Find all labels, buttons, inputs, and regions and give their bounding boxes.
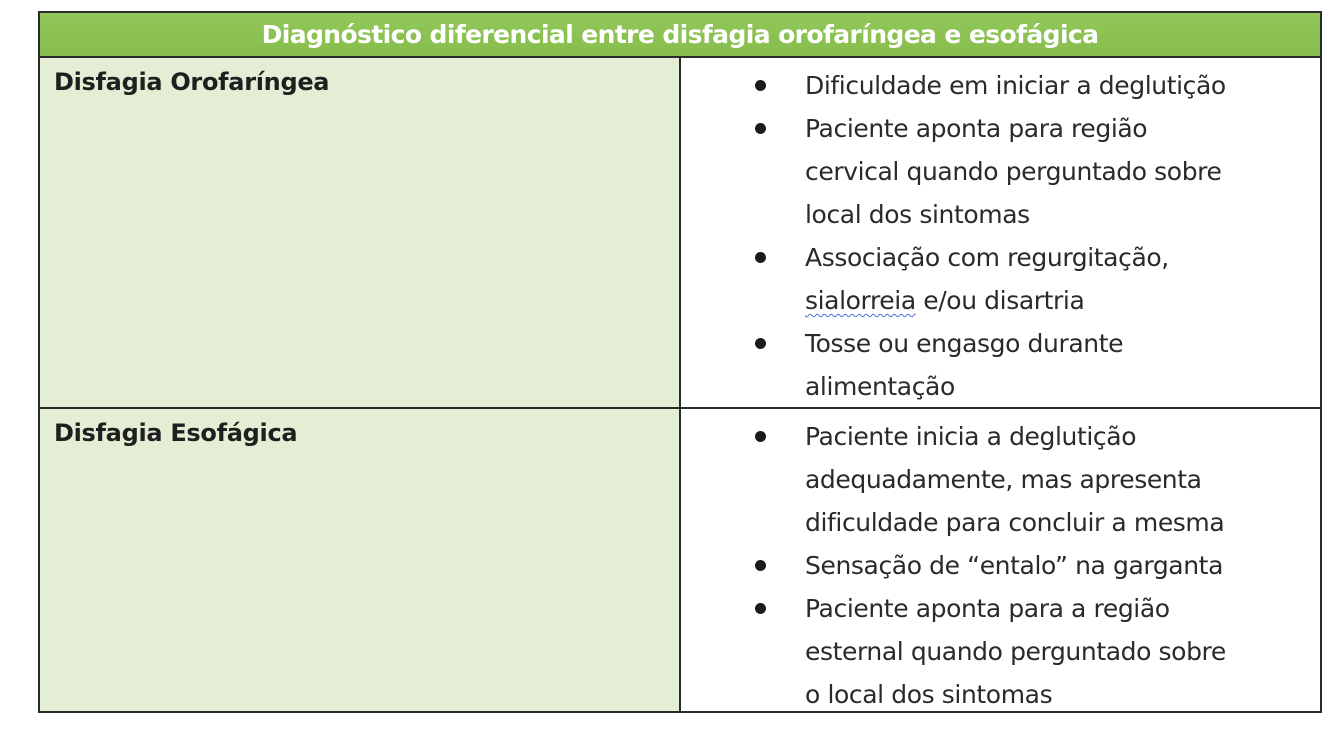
bullet-text-line: local dos sintomas [805, 200, 1030, 229]
bullet-text-line: Paciente aponta para a região [805, 594, 1170, 623]
row-label: Disfagia Esofágica [54, 419, 298, 447]
bullet-list [681, 64, 1320, 408]
table-row-oropharyngeal [40, 58, 1320, 409]
row-label-cell [40, 409, 681, 711]
list-item [681, 415, 1320, 544]
bullet-text-line: adequadamente, mas apresenta [805, 465, 1202, 494]
spellcheck-flagged-word[interactable]: sialorreia [805, 286, 916, 315]
bullet-text-line: Associação com regurgitação, [805, 243, 1169, 272]
bullet-icon [755, 431, 766, 442]
table-header [40, 13, 1320, 58]
row-label-cell [40, 58, 681, 407]
bullet-text-line: Paciente aponta para região [805, 114, 1148, 143]
bullet-icon [755, 252, 766, 263]
list-item [681, 236, 1320, 322]
row-content-cell [681, 58, 1320, 407]
bullet-text-line: Paciente inicia a deglutição [805, 422, 1137, 451]
list-item [681, 544, 1320, 587]
bullet-text-line: o local dos sintomas [805, 680, 1053, 709]
bullet-icon [755, 560, 766, 571]
bullet-text-line: alimentação [805, 372, 955, 401]
table-title: Diagnóstico diferencial entre disfagia orofaríngea e esofágica [261, 20, 1099, 49]
bullet-text-line: Tosse ou engasgo durante [805, 329, 1124, 358]
bullet-text-fragment: e/ou disartria [915, 286, 1085, 315]
list-item [681, 64, 1320, 107]
row-content-cell [681, 409, 1320, 711]
bullet-text-line: esternal quando perguntado sobre [805, 637, 1226, 666]
bullet-icon [755, 603, 766, 614]
list-item [681, 587, 1320, 716]
bullet-text-line [805, 279, 1320, 322]
row-label: Disfagia Orofaríngea [54, 68, 330, 96]
bullet-icon [755, 80, 766, 91]
differential-diagnosis-table [38, 11, 1322, 713]
bullet-text-line: dificuldade para concluir a mesma [805, 508, 1225, 537]
bullet-icon [755, 338, 766, 349]
list-item [681, 107, 1320, 236]
list-item [681, 322, 1320, 408]
table-row-esophageal [40, 409, 1320, 711]
bullet-list [681, 415, 1320, 716]
bullet-text-line: cervical quando perguntado sobre [805, 157, 1222, 186]
bullet-text-line: Sensação de “entalo” na garganta [805, 551, 1223, 580]
bullet-icon [755, 123, 766, 134]
bullet-text-line: Dificuldade em iniciar a deglutição [805, 71, 1226, 100]
